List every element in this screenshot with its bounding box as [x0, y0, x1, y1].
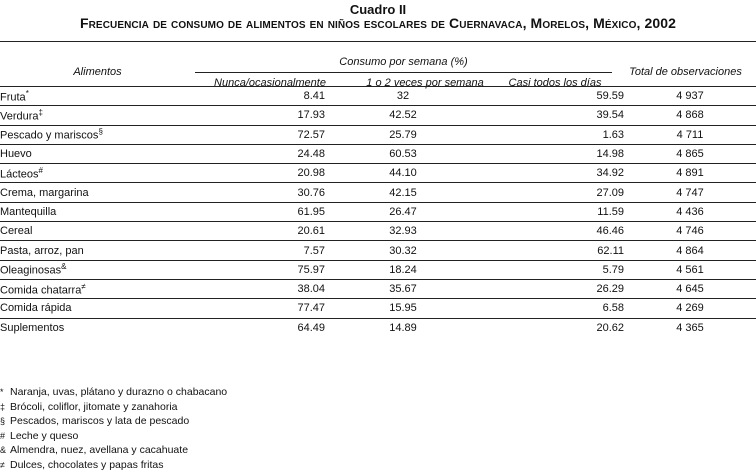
- top-rule: [0, 41, 756, 42]
- value-1-2-veces: 35.67: [325, 279, 481, 298]
- value-nunca: 61.95: [195, 202, 325, 221]
- value-nunca: 38.04: [195, 279, 325, 298]
- table-row: [0, 183, 756, 202]
- food-cell: Suplementos: [0, 321, 65, 334]
- footnote-text: Naranja, uvas, plátano y durazno o chabacano: [10, 386, 228, 398]
- header-food: Alimentos: [73, 66, 122, 78]
- value-1-2-veces: 42.52: [325, 106, 481, 125]
- footnote-text: Leche y queso: [10, 429, 79, 442]
- value-casi-diario: 20.62: [596, 321, 624, 334]
- table-row: [0, 318, 756, 337]
- table-row: [0, 106, 756, 125]
- value-1-2-veces: 26.47: [325, 202, 481, 221]
- footnote-marker: *: [25, 88, 29, 98]
- footnote-line: [0, 458, 227, 473]
- value-1-2-veces: 32.93: [325, 222, 481, 241]
- header-col1: Nunca/ocasionalmente: [214, 77, 326, 89]
- table-row: [0, 125, 756, 144]
- value-nunca: 8.41: [195, 87, 325, 106]
- food-cell: Crema, margarina: [0, 183, 195, 202]
- footnote-line: [0, 429, 227, 444]
- value-total: 4 436: [624, 202, 756, 221]
- footnote-text: Dulces, chocolates y papas fritas: [10, 458, 164, 471]
- value-casi-diario: 39.54: [481, 106, 624, 125]
- table-row: [0, 279, 756, 298]
- table-row: [0, 144, 756, 163]
- data-table: [0, 86, 756, 337]
- table-title: Frecuencia de consumo de alimentos en niños escolares de Cuernavaca, Morelos, México, 2002: [79, 15, 677, 31]
- food-cell: Verdura‡: [0, 106, 195, 125]
- footnote-symbol: ≠: [0, 459, 5, 470]
- table-row: [0, 87, 756, 106]
- group-rule: [195, 72, 612, 73]
- value-casi-diario: 62.11: [481, 241, 624, 260]
- value-nunca: 20.98: [195, 164, 325, 183]
- value-total: 4 747: [624, 183, 756, 202]
- value-total: 4 865: [624, 144, 756, 163]
- food-cell: Huevo: [0, 144, 195, 163]
- value-casi-diario: 5.79: [481, 260, 624, 279]
- value-total: 4 645: [624, 279, 756, 298]
- value-casi-diario: 46.46: [481, 222, 624, 241]
- value-total: 4 937: [624, 87, 756, 106]
- value-casi-diario: 1.63: [481, 125, 624, 144]
- value-nunca: 64.49: [297, 321, 325, 334]
- value-nunca: 7.57: [195, 241, 325, 260]
- value-total: 4 868: [624, 106, 756, 125]
- header-col2: 1 o 2 veces por semana: [366, 77, 484, 89]
- value-1-2-veces: 25.79: [325, 125, 481, 144]
- value-total: 4 711: [624, 125, 756, 144]
- value-1-2-veces: 42.15: [325, 183, 481, 202]
- food-cell: Fruta*: [0, 87, 195, 106]
- value-total: 4 269: [624, 299, 756, 318]
- value-1-2-veces: 32: [325, 87, 481, 106]
- footnote-line: [0, 385, 227, 400]
- table-number: Cuadro II: [349, 2, 407, 17]
- table-row: [0, 260, 756, 279]
- value-total: 4 561: [624, 260, 756, 279]
- food-cell: Mantequilla: [0, 202, 195, 221]
- table-row: [0, 241, 756, 260]
- value-total: 4 365: [676, 321, 704, 334]
- table-row: [0, 299, 756, 318]
- footnote-marker: §: [98, 127, 103, 137]
- food-cell: Comida rápida: [0, 299, 195, 318]
- footnote-symbol: §: [0, 416, 6, 427]
- footnote-line: [0, 414, 227, 429]
- value-1-2-veces: 15.95: [325, 299, 481, 318]
- value-nunca: 30.76: [195, 183, 325, 202]
- footnote-symbol: &: [0, 445, 7, 456]
- food-cell: Cereal: [0, 222, 195, 241]
- value-casi-diario: 26.29: [481, 279, 624, 298]
- footnote-line: [0, 443, 227, 458]
- value-casi-diario: 14.98: [481, 144, 624, 163]
- footnote-symbol: ‡: [0, 401, 6, 412]
- table-row: [0, 222, 756, 241]
- footnote-marker: &: [61, 262, 67, 272]
- header-col3: Casi todos los días: [508, 77, 602, 89]
- header-total: Total de observaciones: [629, 66, 742, 78]
- footnote-symbol: *: [0, 387, 4, 397]
- value-1-2-veces: 60.53: [325, 144, 481, 163]
- food-cell: Pescado y mariscos§: [0, 125, 195, 144]
- footnote-symbol: #: [0, 430, 6, 441]
- footnote-text: Almendra, nuez, avellana y cacahuate: [10, 444, 189, 457]
- footnotes: [0, 385, 227, 473]
- food-cell: Pasta, arroz, pan: [0, 241, 195, 260]
- footnote-text: Pescados, mariscos y lata de pescado: [10, 415, 190, 428]
- footnote-line: [0, 400, 227, 415]
- food-cell: Lácteos#: [0, 164, 195, 183]
- value-1-2-veces: 30.32: [325, 241, 481, 260]
- value-total: 4 746: [624, 222, 756, 241]
- footnote-marker: ≠: [81, 281, 86, 291]
- value-1-2-veces: 14.89: [389, 321, 417, 334]
- value-nunca: 77.47: [195, 299, 325, 318]
- value-nunca: 75.97: [195, 260, 325, 279]
- value-nunca: 72.57: [195, 125, 325, 144]
- footnote-text: Brócoli, coliflor, jitomate y zanahoria: [10, 400, 178, 413]
- value-nunca: 20.61: [195, 222, 325, 241]
- value-nunca: 17.93: [195, 106, 325, 125]
- table-row: [0, 202, 756, 221]
- value-1-2-veces: 44.10: [325, 164, 481, 183]
- value-casi-diario: 34.92: [481, 164, 624, 183]
- value-casi-diario: 27.09: [481, 183, 624, 202]
- footnote-marker: #: [38, 166, 43, 175]
- food-cell: Oleaginosas&: [0, 260, 195, 279]
- value-casi-diario: 11.59: [481, 202, 624, 221]
- value-casi-diario: 59.59: [481, 87, 624, 106]
- value-nunca: 24.48: [195, 144, 325, 163]
- footnote-marker: ‡: [38, 108, 43, 118]
- value-1-2-veces: 18.24: [325, 260, 481, 279]
- table-row: [0, 164, 756, 183]
- header-group: Consumo por semana (%): [339, 56, 468, 68]
- value-casi-diario: 6.58: [481, 299, 624, 318]
- value-total: 4 891: [624, 164, 756, 183]
- food-cell: Comida chatarra≠: [0, 279, 195, 298]
- value-total: 4 864: [624, 241, 756, 260]
